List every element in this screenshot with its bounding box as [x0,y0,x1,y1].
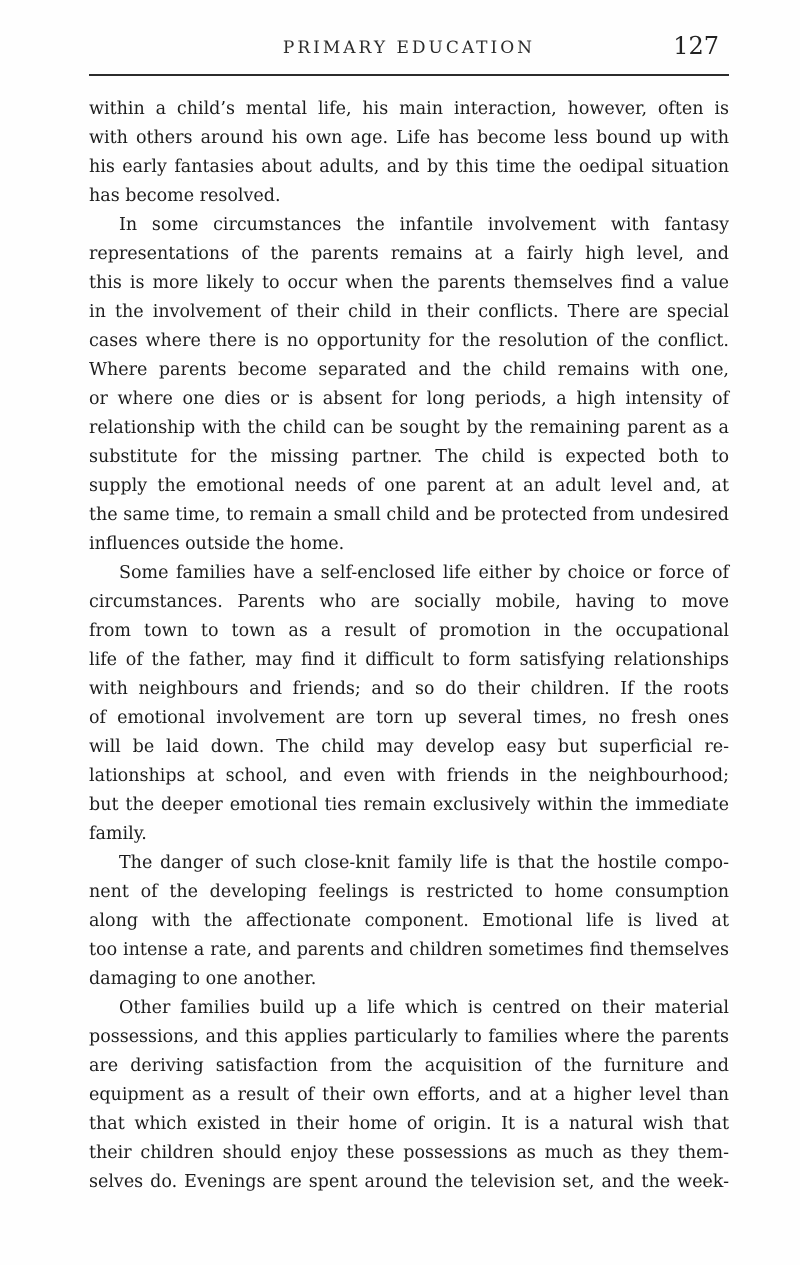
body-text [89,95,729,1197]
text-line: Some families have a self-enclosed life either by choice or force of [119,563,729,583]
text-line: supply the emotional needs of one parent at an adult level and, at [89,476,729,496]
text-line: this is more likely to occur when the parents themselves find a value [89,273,729,293]
text-line: from town to town as a result of promotion in the occupational [89,621,729,641]
text-line: with neighbours and friends; and so do their children. If the roots [89,679,729,699]
text-line: lationships at school, and even with friends in the neighbourhood; [89,766,729,786]
text-line: selves do. Evenings are spent around the television set, and the week- [89,1172,729,1192]
text-line: of emotional involvement are torn up several times, no fresh ones [89,708,729,728]
text-line: will be laid down. The child may develop easy but superficial re- [89,737,729,757]
text-line: too intense a rate, and parents and children sometimes find themselves [89,940,729,960]
text-line: circumstances. Parents who are socially mobile, having to move [89,592,729,612]
running-title: PRIMARY EDUCATION [282,38,536,58]
text-line: In some circumstances the infantile involvement with fantasy [119,215,729,235]
text-line: representations of the parents remains at a fairly high level, and [89,244,729,264]
text-line: the same time, to remain a small child and be protected from undesired [89,505,729,525]
text-line: within a child’s mental life, his main interaction, however, often is [89,99,729,119]
text-line: substitute for the missing partner. The child is expected both to [89,447,729,467]
text-line: The danger of such close-knit family life is that the hostile compo- [119,853,729,873]
text-line: relationship with the child can be sought by the remaining parent as a [89,418,729,438]
text-line: equipment as a result of their own efforts, and at a higher level than [89,1085,729,1105]
text-line: life of the father, may find it difficult to form satisfying relationships [89,650,729,670]
text-line: their children should enjoy these possessions as much as they them- [89,1143,729,1163]
text-line: his early fantasies about adults, and by this time the oedipal situation [89,157,729,177]
text-line: nent of the developing feelings is restricted to home consumption [89,882,729,902]
text-line: in the involvement of their child in their conflicts. There are special [89,302,729,322]
text-line: has become resolved. [89,186,281,206]
running-header [89,32,729,68]
page-number: 127 [673,32,719,60]
text-line: with others around his own age. Life has become less bound up with [89,128,729,148]
text-line: but the deeper emotional ties remain exclusively within the immediate [89,795,729,815]
text-line: along with the affectionate component. Emotional life is lived at [89,911,729,931]
text-line: family. [89,824,147,844]
text-line: damaging to one another. [89,969,317,989]
text-line: Where parents become separated and the child remains with one, [89,360,729,380]
text-line: are deriving satisfaction from the acquisition of the furniture and [89,1056,729,1076]
header-rule [89,74,729,76]
text-line: cases where there is no opportunity for the resolution of the conflict. [89,331,729,351]
text-line: possessions, and this applies particularly to families where the parents [89,1027,729,1047]
text-line: that which existed in their home of origin. It is a natural wish that [89,1114,729,1134]
text-line: Other families build up a life which is centred on their material [119,998,729,1018]
text-line: influences outside the home. [89,534,345,554]
text-line: or where one dies or is absent for long periods, a high intensity of [89,389,729,409]
